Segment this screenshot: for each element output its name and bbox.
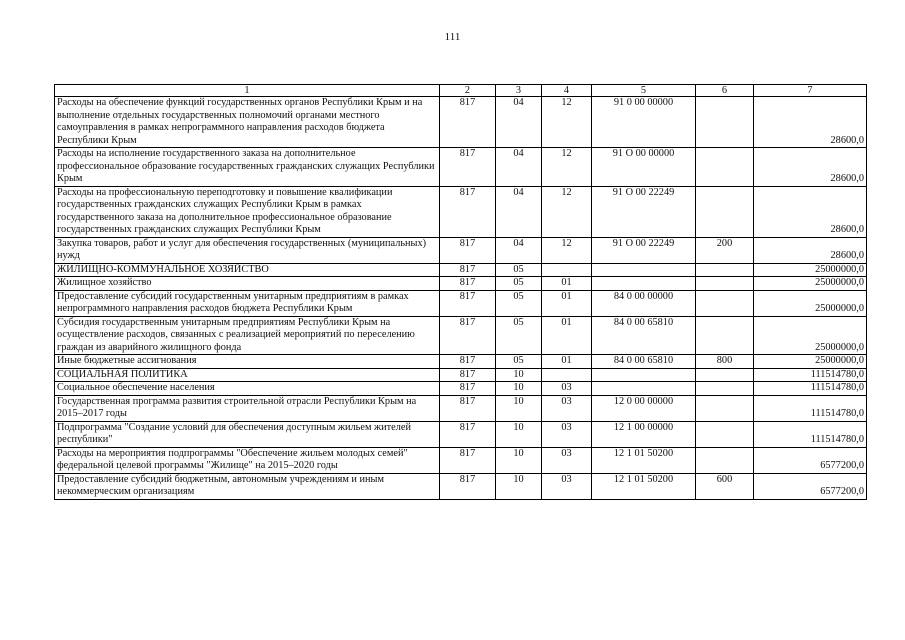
subsection-code-cell: 12 [542, 237, 592, 263]
table-row [55, 368, 867, 382]
amount-cell: 6577200,0 [754, 473, 867, 499]
amount-cell: 25000000,0 [754, 277, 867, 291]
section-code-cell: 05 [496, 277, 542, 291]
amount-cell: 111514780,0 [754, 368, 867, 382]
amount-cell: 6577200,0 [754, 447, 867, 473]
expense-type-cell [696, 290, 754, 316]
subsection-code-cell: 01 [542, 290, 592, 316]
target-article-cell: 91 О 00 00000 [592, 148, 696, 187]
expense-type-cell [696, 148, 754, 187]
table-row [55, 237, 867, 263]
amount-cell: 111514780,0 [754, 382, 867, 396]
amount-cell: 111514780,0 [754, 421, 867, 447]
expense-type-cell: 800 [696, 355, 754, 369]
subsection-code-cell [542, 263, 592, 277]
row-name-cell: Расходы на профессиональную переподготовку и повышение квалификации государственных гражданских служащих Республики Крым в рамках государственного заказа на дополнительное профессиональное образование государственных гражданских служащих Республики Крым [55, 186, 440, 237]
row-name-cell: Иные бюджетные ассигнования [55, 355, 440, 369]
header-cell: 2 [440, 85, 496, 97]
expense-type-cell: 600 [696, 473, 754, 499]
amount-cell: 25000000,0 [754, 263, 867, 277]
target-article-cell: 84 0 00 00000 [592, 290, 696, 316]
target-article-cell [592, 263, 696, 277]
row-name-cell: Расходы на мероприятия подпрограммы "Обеспечение жильем молодых семей" федеральной целевой программы "Жилище" на 2015–2020 годы [55, 447, 440, 473]
subsection-code-cell: 03 [542, 421, 592, 447]
target-article-cell: 84 0 00 65810 [592, 316, 696, 355]
section-code-cell: 10 [496, 395, 542, 421]
subsection-code-cell: 03 [542, 473, 592, 499]
subsection-code-cell: 01 [542, 355, 592, 369]
table-row [55, 290, 867, 316]
table-row [55, 447, 867, 473]
expense-type-cell: 200 [696, 237, 754, 263]
target-article-cell: 12 1 01 50200 [592, 447, 696, 473]
row-name-cell: ЖИЛИЩНО-КОММУНАЛЬНОЕ ХОЗЯЙСТВО [55, 263, 440, 277]
target-article-cell [592, 368, 696, 382]
ved-code-cell: 817 [440, 382, 496, 396]
section-code-cell: 04 [496, 148, 542, 187]
amount-cell: 28600,0 [754, 237, 867, 263]
amount-cell: 25000000,0 [754, 355, 867, 369]
table-row [55, 316, 867, 355]
table-row [55, 277, 867, 291]
section-code-cell: 05 [496, 355, 542, 369]
expense-type-cell [696, 263, 754, 277]
expense-type-cell [696, 316, 754, 355]
table-row [55, 263, 867, 277]
row-name-cell: Социальное обеспечение населения [55, 382, 440, 396]
budget-table [54, 84, 867, 500]
header-cell: 7 [754, 85, 867, 97]
subsection-code-cell: 03 [542, 382, 592, 396]
target-article-cell [592, 277, 696, 291]
page-number: 111 [444, 31, 461, 43]
ved-code-cell: 817 [440, 421, 496, 447]
subsection-code-cell: 01 [542, 316, 592, 355]
amount-cell: 25000000,0 [754, 290, 867, 316]
ved-code-cell: 817 [440, 263, 496, 277]
header-cell: 5 [592, 85, 696, 97]
table-row [55, 355, 867, 369]
section-code-cell: 05 [496, 263, 542, 277]
section-code-cell: 10 [496, 368, 542, 382]
subsection-code-cell: 03 [542, 447, 592, 473]
section-code-cell: 10 [496, 421, 542, 447]
table-row [55, 395, 867, 421]
table-header-row [55, 85, 867, 97]
row-name-cell: Подпрограмма "Создание условий для обеспечения доступным жильем жителей республики" [55, 421, 440, 447]
table-row [55, 421, 867, 447]
expense-type-cell [696, 97, 754, 148]
row-name-cell: Предоставление субсидий государственным унитарным предприятиям в рамках непрограммного направления расходов бюджета Республики Крым [55, 290, 440, 316]
row-name-cell: Расходы на исполнение государственного заказа на дополнительное профессиональное образование государственных гражданских служащих Республики Крым [55, 148, 440, 187]
ved-code-cell: 817 [440, 277, 496, 291]
ved-code-cell: 817 [440, 355, 496, 369]
amount-cell: 25000000,0 [754, 316, 867, 355]
amount-cell: 111514780,0 [754, 395, 867, 421]
expense-type-cell [696, 395, 754, 421]
section-code-cell: 05 [496, 290, 542, 316]
ved-code-cell: 817 [440, 316, 496, 355]
table-row [55, 186, 867, 237]
target-article-cell: 91 0 00 00000 [592, 97, 696, 148]
subsection-code-cell: 12 [542, 97, 592, 148]
ved-code-cell: 817 [440, 186, 496, 237]
section-code-cell: 10 [496, 473, 542, 499]
amount-cell: 28600,0 [754, 186, 867, 237]
expense-type-cell [696, 186, 754, 237]
target-article-cell: 91 О 00 22249 [592, 186, 696, 237]
section-code-cell: 10 [496, 382, 542, 396]
table-row [55, 473, 867, 499]
subsection-code-cell [542, 368, 592, 382]
row-name-cell: Закупка товаров, работ и услуг для обеспечения государственных (муниципальных) нужд [55, 237, 440, 263]
ved-code-cell: 817 [440, 395, 496, 421]
table-row [55, 148, 867, 187]
row-name-cell: Предоставление субсидий бюджетным, автономным учреждениям и иным некоммерческим организациям [55, 473, 440, 499]
row-name-cell: Расходы на обеспечение функций государственных органов Республики Крым и на выполнение отдельных государственных полномочий органами местного самоуправления в рамках непрограммного направления расходов бюджета Республики Крым [55, 97, 440, 148]
expense-type-cell [696, 447, 754, 473]
target-article-cell: 91 О 00 22249 [592, 237, 696, 263]
target-article-cell: 12 1 00 00000 [592, 421, 696, 447]
ved-code-cell: 817 [440, 97, 496, 148]
row-name-cell: Государственная программа развития строительной отрасли Республики Крым на 2015–2017 годы [55, 395, 440, 421]
subsection-code-cell: 12 [542, 148, 592, 187]
subsection-code-cell: 01 [542, 277, 592, 291]
row-name-cell: Субсидия государственным унитарным предприятиям Республики Крым на осуществление расходов, связанных с реализацией мероприятий по переселению граждан из аварийного жилищного фонда [55, 316, 440, 355]
ved-code-cell: 817 [440, 148, 496, 187]
expense-type-cell [696, 382, 754, 396]
ved-code-cell: 817 [440, 237, 496, 263]
subsection-code-cell: 03 [542, 395, 592, 421]
target-article-cell: 12 1 01 50200 [592, 473, 696, 499]
target-article-cell [592, 382, 696, 396]
section-code-cell: 04 [496, 186, 542, 237]
target-article-cell: 84 0 00 65810 [592, 355, 696, 369]
row-name-cell: СОЦИАЛЬНАЯ ПОЛИТИКА [55, 368, 440, 382]
ved-code-cell: 817 [440, 473, 496, 499]
header-cell: 4 [542, 85, 592, 97]
header-cell: 3 [496, 85, 542, 97]
ved-code-cell: 817 [440, 368, 496, 382]
section-code-cell: 05 [496, 316, 542, 355]
amount-cell: 28600,0 [754, 148, 867, 187]
expense-type-cell [696, 368, 754, 382]
ved-code-cell: 817 [440, 290, 496, 316]
target-article-cell: 12 0 00 00000 [592, 395, 696, 421]
header-cell: 6 [696, 85, 754, 97]
expense-type-cell [696, 421, 754, 447]
section-code-cell: 04 [496, 97, 542, 148]
ved-code-cell: 817 [440, 447, 496, 473]
amount-cell: 28600,0 [754, 97, 867, 148]
section-code-cell: 10 [496, 447, 542, 473]
header-cell: 1 [55, 85, 440, 97]
table-row [55, 382, 867, 396]
row-name-cell: Жилищное хозяйство [55, 277, 440, 291]
table-row [55, 97, 867, 148]
section-code-cell: 04 [496, 237, 542, 263]
expense-type-cell [696, 277, 754, 291]
subsection-code-cell: 12 [542, 186, 592, 237]
